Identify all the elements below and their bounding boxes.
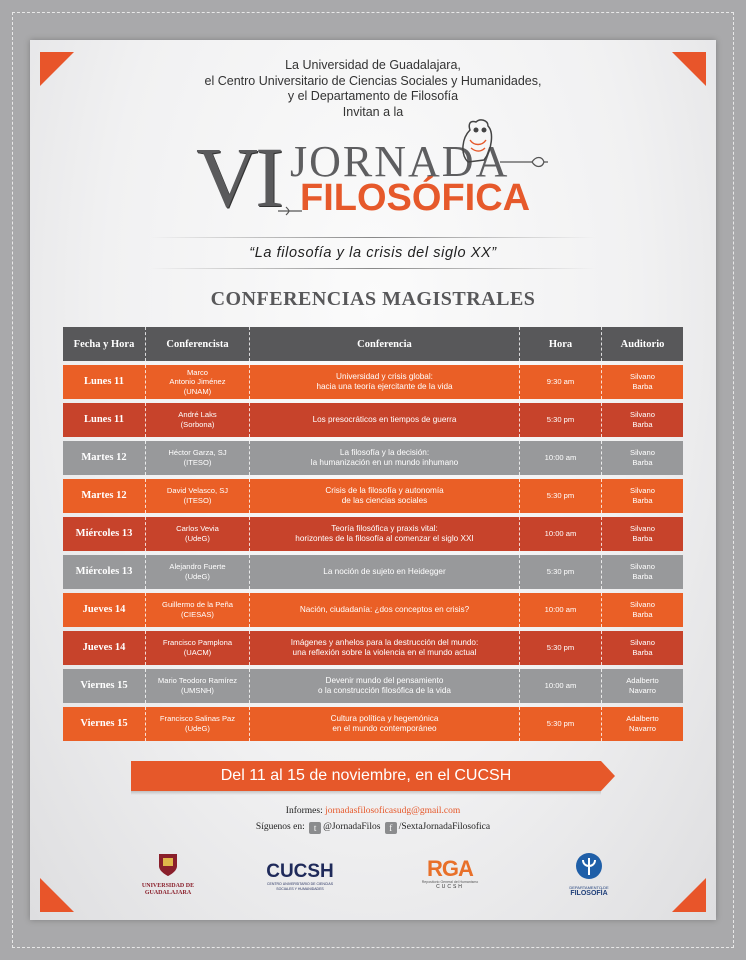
cell-talk-line: La filosofía y la decisión: <box>339 448 430 458</box>
cell-speaker-line: Carlos Vevia <box>176 524 219 534</box>
cucsh-wordmark: CUCSH <box>266 861 334 882</box>
cell-room-line: Barba <box>632 382 653 391</box>
cell-room-line: Silvano <box>630 524 655 534</box>
rga-wordmark: RGA <box>427 856 473 881</box>
corner-ornament-bottom-right <box>672 878 706 912</box>
table-header-row <box>63 327 683 361</box>
divider-bottom <box>150 268 596 269</box>
cell-speaker <box>145 707 249 741</box>
info-label: Informes: <box>285 806 323 816</box>
title-jornada: JORNADA <box>290 137 510 186</box>
psi-icon <box>575 852 603 880</box>
table-row <box>63 631 683 665</box>
cell-speaker-line: (UMSNH) <box>181 686 214 695</box>
cell-room-line: Barba <box>632 496 653 505</box>
conference-schedule-table <box>63 323 683 745</box>
cell-speaker-line: (UACM) <box>183 648 212 657</box>
cell-talk-line: hacia una teoría ejercitante de la vida <box>316 382 453 391</box>
cucsh-subtitle: CENTRO UNIVERSITARIO DE CIENCIAS SOCIALES Y HUMANIDADES <box>266 882 334 891</box>
cell-talk <box>249 479 519 513</box>
cell-day: Martes 12 <box>63 441 145 475</box>
divider-top <box>150 237 596 238</box>
cell-day: Jueves 14 <box>63 593 145 627</box>
cell-speaker-line: (UdeG) <box>185 572 210 581</box>
cell-talk-line: la humanización en un mundo inhumano <box>310 458 459 467</box>
cell-room-line: Barba <box>632 648 653 657</box>
cucsh-logo <box>260 862 340 892</box>
cell-talk <box>249 555 519 589</box>
cell-room-line: Adalberto <box>626 714 659 724</box>
cell-day: Jueves 14 <box>63 631 145 665</box>
cell-room <box>601 441 683 475</box>
cell-speaker-line: David Velasco, SJ <box>166 486 229 496</box>
cell-speaker-line: (ITESO) <box>183 458 212 467</box>
owl-icon <box>456 116 498 166</box>
cell-speaker <box>145 403 249 437</box>
cell-room-line: Silvano <box>630 372 655 382</box>
cell-time: 9:30 am <box>519 365 601 399</box>
column-header: Conferencista <box>145 327 249 361</box>
social-line <box>0 822 746 834</box>
cell-speaker-line: Antonio Jiménez <box>169 377 226 387</box>
follow-label: Síguenos en: <box>255 822 305 832</box>
table-row <box>63 441 683 475</box>
twitter-handle[interactable]: @JornadaFilos <box>323 822 381 832</box>
cell-room-line: Silvano <box>630 448 655 458</box>
rga-logo <box>412 858 488 890</box>
cell-talk <box>249 403 519 437</box>
cell-room-line: Silvano <box>630 486 655 496</box>
title-filosofica: FILOSÓFICA <box>300 177 531 219</box>
cell-time: 5:30 pm <box>519 555 601 589</box>
intro-line: Invitan a la <box>342 104 404 119</box>
cell-room-line: Barba <box>632 458 653 467</box>
cell-room <box>601 631 683 665</box>
cell-talk-line: Teoría filosófica y praxis vital: <box>331 524 438 534</box>
filosofia-logo <box>560 852 618 898</box>
cell-talk-line: en el mundo contemporáneo <box>332 724 437 733</box>
cell-speaker <box>145 669 249 703</box>
cell-time: 5:30 pm <box>519 403 601 437</box>
cell-talk-line: Imágenes y anhelos para la destrucción del mundo: <box>290 638 479 648</box>
cell-room <box>601 555 683 589</box>
cell-speaker-line: (UNAM) <box>183 386 212 396</box>
cell-time: 10:00 am <box>519 441 601 475</box>
cell-talk <box>249 707 519 741</box>
cell-speaker-line: (UdeG) <box>185 534 210 543</box>
cell-talk-line: Los presocráticos en tiempos de guerra <box>312 415 457 425</box>
cell-room-line: Barba <box>632 572 653 581</box>
table-row <box>63 669 683 703</box>
date-banner: Del 11 al 15 de noviembre, en el CUCSH <box>131 761 601 791</box>
event-subtitle: “La filosofía y la crisis del siglo XX” <box>249 245 497 261</box>
cell-speaker-line: Mario Teodoro Ramírez <box>157 676 238 686</box>
filosofia-name: FILOSOFÍA <box>570 890 608 897</box>
udg-logo <box>140 852 196 897</box>
cell-speaker <box>145 517 249 551</box>
facebook-icon[interactable]: f <box>385 822 397 834</box>
column-header: Hora <box>519 327 601 361</box>
cell-talk <box>249 441 519 475</box>
cell-room-line: Adalberto <box>626 676 659 686</box>
section-title: CONFERENCIAS MAGISTRALES <box>210 288 536 310</box>
facebook-handle[interactable]: /SextaJornadaFilosofica <box>398 822 491 832</box>
cell-day: Lunes 11 <box>63 365 145 399</box>
cell-time: 10:00 am <box>519 593 601 627</box>
cell-day: Miércoles 13 <box>63 517 145 551</box>
roman-numeral: VI <box>196 129 281 225</box>
banner-shadow <box>131 791 601 795</box>
cell-room-line: Barba <box>632 420 653 429</box>
cell-speaker-line: (CIESAS) <box>181 610 214 619</box>
cell-time: 10:00 am <box>519 669 601 703</box>
cell-day: Viernes 15 <box>63 669 145 703</box>
cell-speaker-line: (UdeG) <box>185 724 210 733</box>
column-header: Auditorio <box>601 327 683 361</box>
cell-speaker-line: Alejandro Fuerte <box>169 562 226 572</box>
cell-day: Martes 12 <box>63 479 145 513</box>
cell-time: 10:00 am <box>519 517 601 551</box>
cell-talk-line: Universidad y crisis global: <box>336 372 433 382</box>
cell-day: Lunes 11 <box>63 403 145 437</box>
cell-time: 5:30 pm <box>519 631 601 665</box>
cell-speaker <box>145 365 249 399</box>
column-header: Conferencia <box>249 327 519 361</box>
cell-room-line: Barba <box>632 534 653 543</box>
cell-room-line: Navarro <box>628 686 656 695</box>
cell-speaker-line: (Sorbona) <box>180 420 215 429</box>
cell-speaker <box>145 593 249 627</box>
cell-talk-line: Devenir mundo del pensamiento <box>325 676 444 686</box>
cell-room <box>601 669 683 703</box>
cell-speaker-line: Francisco Pamplona <box>162 638 233 648</box>
cell-room <box>601 365 683 399</box>
cell-room <box>601 517 683 551</box>
rga-subtitle: Repositorio General del Humanismo <box>421 880 479 884</box>
cell-talk <box>249 631 519 665</box>
filosofia-dept-line: DEPARTAMENTO DE <box>569 885 609 890</box>
cell-room-line: Navarro <box>628 724 656 733</box>
cell-talk-line: una reflexión sobre la violencia en el mundo actual <box>292 648 477 657</box>
udg-name-line: GUADALAJARA <box>144 890 192 896</box>
email-link[interactable]: jornadasfilosoficasudg@gmail.com <box>325 806 461 816</box>
cell-talk <box>249 517 519 551</box>
intro-line: La Universidad de Guadalajara, <box>285 58 461 72</box>
corner-ornament-bottom-left <box>40 878 74 912</box>
table-row <box>63 593 683 627</box>
table-row <box>63 707 683 741</box>
cell-speaker-line: Guillermo de la Peña <box>162 600 233 610</box>
cell-speaker-line: Marco <box>186 367 209 377</box>
info-line <box>0 806 746 816</box>
cell-speaker <box>145 441 249 475</box>
cell-talk-line: Cultura política y hegemónica <box>330 714 439 724</box>
cell-room <box>601 707 683 741</box>
cell-time: 5:30 pm <box>519 479 601 513</box>
cell-talk-line: Nación, ciudadanía: ¿dos conceptos en crisis? <box>299 605 470 615</box>
flourish-small-icon <box>276 204 304 218</box>
cell-room <box>601 593 683 627</box>
intro-text <box>0 58 746 120</box>
cell-room-line: Barba <box>632 610 653 619</box>
cell-talk-line: o la construcción filosófica de la vida <box>318 686 451 695</box>
cell-speaker <box>145 479 249 513</box>
cell-room-line: Silvano <box>630 410 655 420</box>
cell-room-line: Silvano <box>630 600 655 610</box>
table-row <box>63 479 683 513</box>
cell-time: 5:30 pm <box>519 707 601 741</box>
cell-speaker <box>145 631 249 665</box>
cell-talk <box>249 593 519 627</box>
cell-speaker <box>145 555 249 589</box>
table-row <box>63 365 683 399</box>
cell-day: Viernes 15 <box>63 707 145 741</box>
table-row <box>63 403 683 437</box>
cell-speaker-line: Héctor Garza, SJ <box>168 448 227 458</box>
table-row <box>63 555 683 589</box>
cell-room <box>601 479 683 513</box>
banner-tail <box>601 761 615 791</box>
cell-room <box>601 403 683 437</box>
rga-cucsh: CUCSH <box>436 884 464 890</box>
cell-speaker-line: Francisco Salinas Paz <box>159 714 236 724</box>
flourish-icon <box>498 152 550 172</box>
cell-talk-line: de las ciencias sociales <box>341 496 428 505</box>
udg-shield-icon <box>157 852 179 878</box>
cell-talk <box>249 365 519 399</box>
intro-line: el Centro Universitario de Ciencias Sociales y Humanidades, <box>204 73 542 88</box>
cell-speaker-line: André Laks <box>178 410 217 420</box>
intro-line: y el Departamento de Filosofía <box>287 89 459 103</box>
column-header: Fecha y Hora <box>63 327 145 361</box>
cell-room-line: Silvano <box>630 562 655 572</box>
cell-talk <box>249 669 519 703</box>
table-row <box>63 517 683 551</box>
cell-talk-line: horizontes de la filosofía al comenzar el siglo XXI <box>295 534 474 543</box>
cell-talk-line: La noción de sujeto en Heidegger <box>323 567 446 577</box>
udg-name-line: UNIVERSIDAD DE <box>141 883 195 889</box>
twitter-icon[interactable]: t <box>309 822 321 834</box>
cell-day: Miércoles 13 <box>63 555 145 589</box>
cell-room-line: Silvano <box>630 638 655 648</box>
cell-talk-line: Crisis de la filosofía y autonomía <box>325 486 444 496</box>
cell-speaker-line: (ITESO) <box>183 496 212 505</box>
